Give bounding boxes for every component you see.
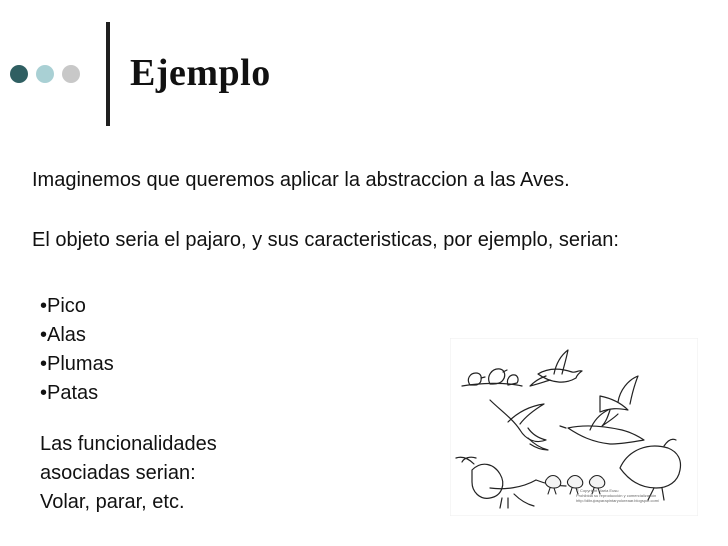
list-item: •Patas: [40, 382, 99, 404]
copyright-line: © Copyright Maria Eusu: [576, 488, 619, 493]
list-item: •Alas: [40, 324, 86, 346]
list-item: •Plumas: [40, 353, 114, 375]
functions-line: Volar, parar, etc.: [40, 491, 185, 513]
intro-text: Imaginemos que queremos aplicar la abstraccion a las Aves.: [32, 169, 570, 191]
dot-3: [62, 65, 80, 83]
functions-text: [40, 430, 320, 517]
list-item: •Pico: [40, 295, 86, 317]
slide-title: Ejemplo: [130, 52, 271, 94]
decorative-dots: [10, 65, 80, 83]
illustration-copyright: [576, 488, 706, 503]
characteristics-list: [40, 292, 114, 408]
title-divider: [106, 22, 110, 126]
object-description: El objeto seria el pajaro, y sus caracteristicas, por ejemplo, serian:: [32, 229, 619, 251]
dot-2: [36, 65, 54, 83]
copyright-line: http://dibujosparapintaryoloreaar.blogspot.com/: [576, 498, 660, 503]
copyright-line: Prohibida su reproducción y comercialización: [576, 493, 657, 498]
dot-1: [10, 65, 28, 83]
functions-line: Las funcionalidades: [40, 433, 217, 455]
functions-line: asociadas serian:: [40, 462, 196, 484]
